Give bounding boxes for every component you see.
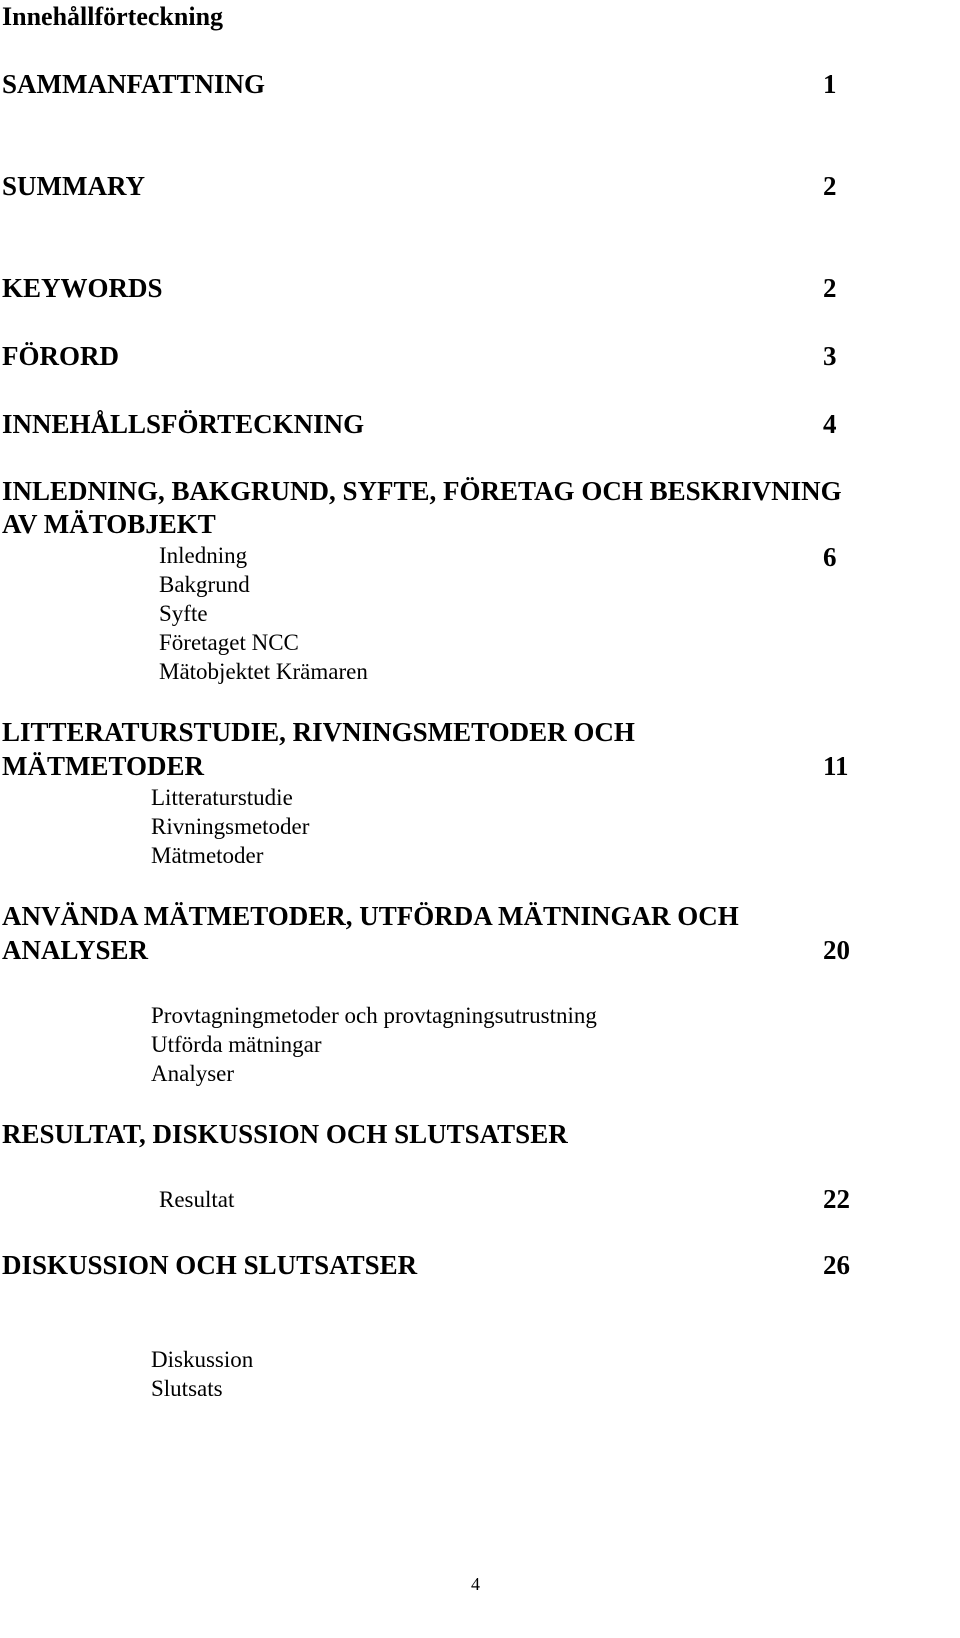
- toc-page-anvanda: 20: [823, 935, 850, 965]
- toc-page-diskussion-slutsatser: 26: [823, 1250, 850, 1280]
- toc-entry-inledning-line1: INLEDNING, BAKGRUND, SYFTE, FÖRETAG OCH BESKRIVNING: [2, 476, 842, 506]
- page-number: 4: [471, 1574, 480, 1594]
- toc-subentry-diskussion: Diskussion: [151, 1347, 254, 1372]
- toc-subentry-slutsats: Slutsats: [151, 1376, 223, 1401]
- toc-entry-sammanfattning: SAMMANFATTNING: [2, 69, 265, 99]
- toc-page-resultat: 22: [823, 1184, 850, 1214]
- toc-subentry-rivningsmetoder: Rivningsmetoder: [151, 814, 310, 839]
- toc-subentry-foretaget-ncc: Företaget NCC: [159, 630, 299, 655]
- toc-subentry-utforda-matningar: Utförda mätningar: [151, 1032, 322, 1057]
- toc-subentry-inledning: Inledning: [159, 543, 248, 568]
- toc-entry-anvanda-line2: ANALYSER: [2, 935, 149, 965]
- toc-subentry-matmetoder: Mätmetoder: [151, 843, 264, 868]
- toc-page-forord: 3: [823, 341, 837, 371]
- toc-entry-litteraturstudie-line2: MÄTMETODER: [2, 751, 205, 781]
- toc-page-inledning: 6: [823, 542, 837, 572]
- toc-subentry-litteraturstudie: Litteraturstudie: [151, 785, 293, 810]
- toc-page-litteraturstudie: 11: [823, 751, 849, 781]
- toc-entry-summary: SUMMARY: [2, 171, 146, 201]
- toc-entry-innehallsforteckning: INNEHÅLLSFÖRTECKNING: [2, 409, 365, 439]
- toc-page-sammanfattning: 1: [823, 69, 837, 99]
- toc-subentry-analyser: Analyser: [151, 1061, 235, 1086]
- toc-title: Innehållförteckning: [2, 2, 224, 31]
- toc-entry-resultat-diskussion: RESULTAT, DISKUSSION OCH SLUTSATSER: [2, 1119, 568, 1149]
- toc-subentry-provtagning: Provtagningmetoder och provtagningsutrustning: [151, 1003, 597, 1028]
- toc-entry-litteraturstudie-line1: LITTERATURSTUDIE, RIVNINGSMETODER OCH: [2, 717, 635, 747]
- toc-subentry-resultat: Resultat: [159, 1187, 235, 1212]
- toc-subentry-matobjektet: Mätobjektet Krämaren: [159, 659, 368, 684]
- toc-subentry-bakgrund: Bakgrund: [159, 572, 250, 597]
- toc-entry-inledning-line2: AV MÄTOBJEKT: [2, 509, 216, 539]
- toc-page-keywords: 2: [823, 273, 837, 303]
- toc-entry-diskussion-slutsatser: DISKUSSION OCH SLUTSATSER: [2, 1250, 418, 1280]
- toc-page-summary: 2: [823, 171, 837, 201]
- toc-subentry-syfte: Syfte: [159, 601, 208, 626]
- toc-entry-anvanda-line1: ANVÄNDA MÄTMETODER, UTFÖRDA MÄTNINGAR OCH: [2, 901, 739, 931]
- toc-entry-keywords: KEYWORDS: [2, 273, 163, 303]
- toc-page-innehallsforteckning: 4: [823, 409, 837, 439]
- toc-entry-forord: FÖRORD: [2, 341, 119, 371]
